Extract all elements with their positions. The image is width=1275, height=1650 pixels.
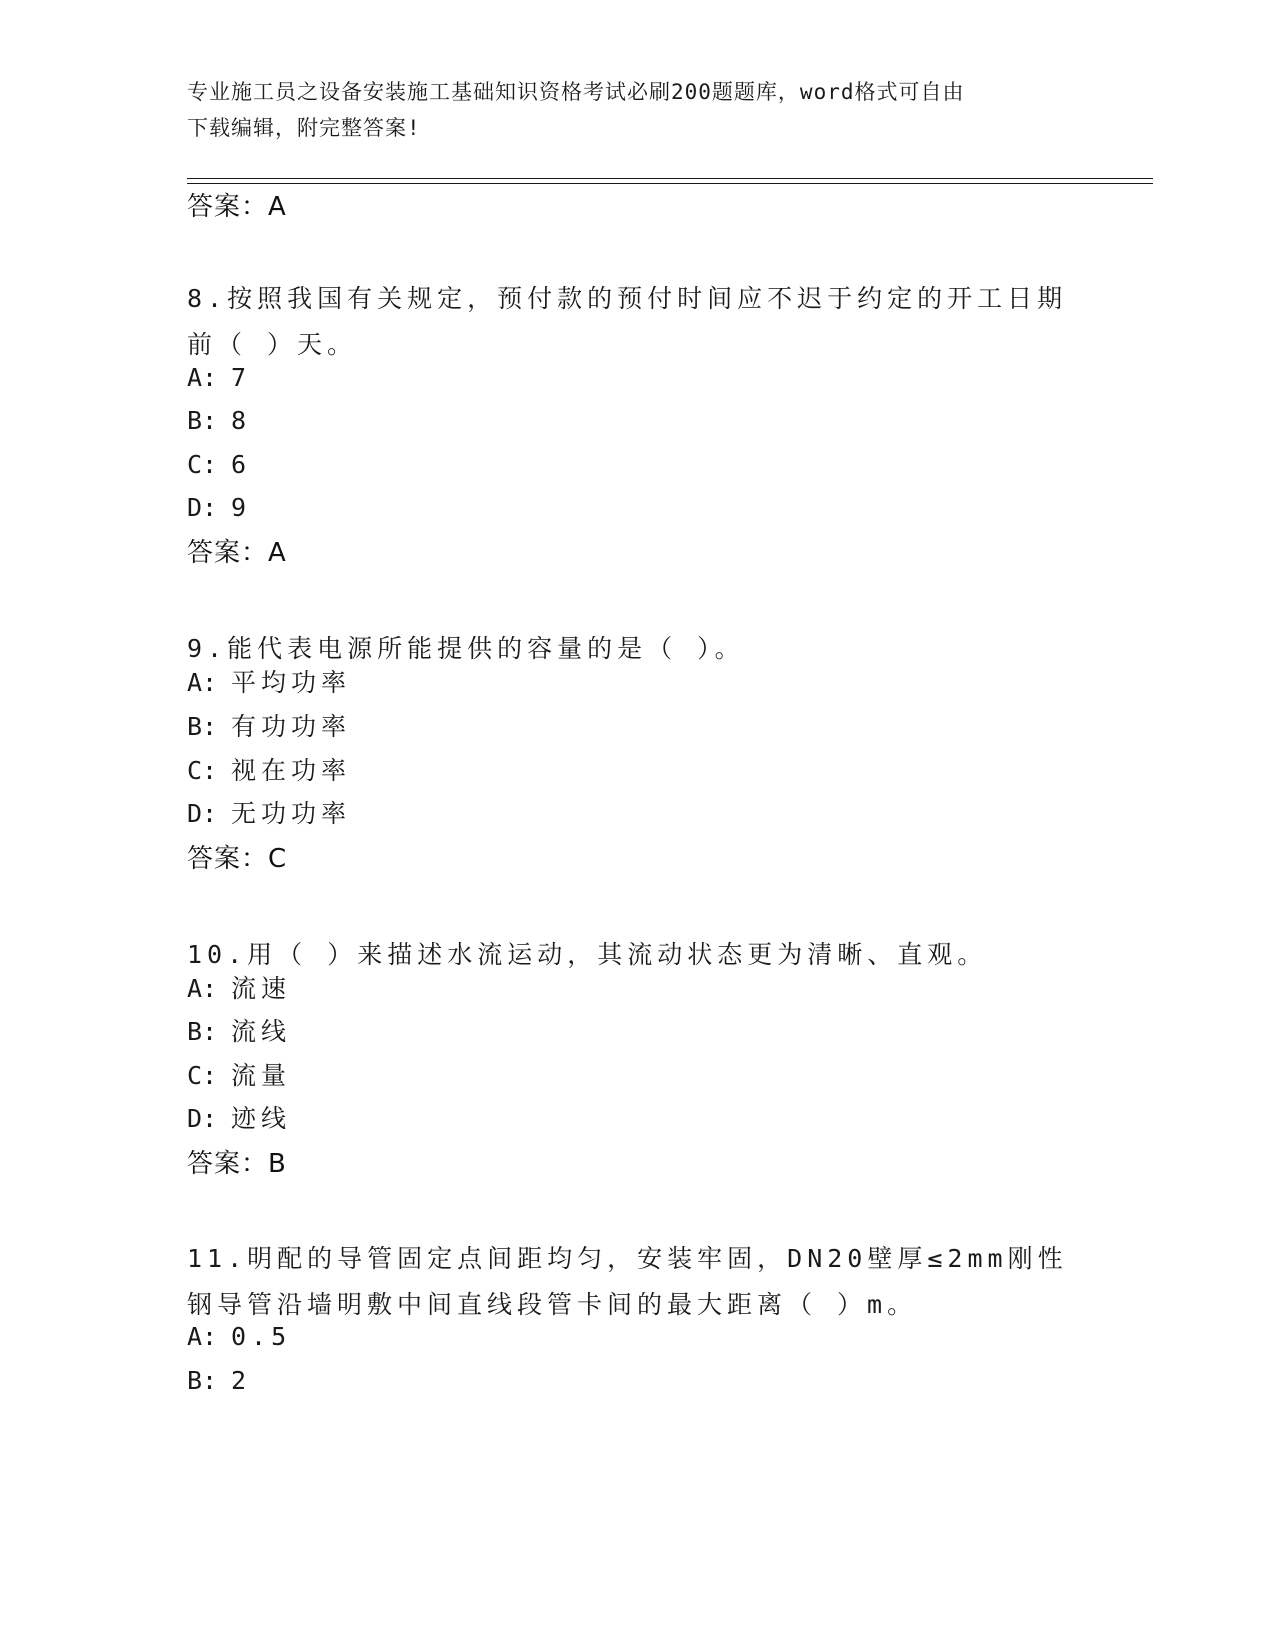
question-10-option-a (187, 974, 291, 1004)
option-key: C: (187, 756, 218, 785)
question-9-option-a (187, 668, 351, 698)
document-header (187, 74, 1067, 146)
question-9-option-c (187, 756, 351, 786)
option-text: 流速 (231, 974, 292, 1003)
header-line-1: 专业施工员之设备安装施工基础知识资格考试必刷200题题库，word格式可自由 (187, 80, 965, 104)
question-9-answer: 答案：C (187, 844, 288, 874)
option-key: A: (187, 668, 218, 697)
option-text: 2 (231, 1366, 252, 1395)
option-key: C: (187, 1061, 218, 1090)
question-8-option-d (187, 493, 251, 523)
question-10-option-d (187, 1104, 291, 1134)
question-10-option-c (187, 1061, 291, 1091)
question-10-answer: 答案：B (187, 1149, 287, 1179)
question-8-option-b (187, 406, 251, 436)
option-key: B: (187, 712, 218, 741)
option-text: 7 (231, 363, 252, 392)
option-key: A: (187, 363, 218, 392)
question-9-option-d (187, 799, 351, 829)
option-key: D: (187, 799, 218, 828)
header-line-2: 下载编辑，附完整答案! (187, 116, 421, 140)
question-8-text: 8.按照我国有关规定，预付款的预付时间应不迟于约定的开工日期前（ ）天。 (187, 284, 1068, 359)
option-text: 无功功率 (231, 799, 352, 828)
option-key: A: (187, 1322, 218, 1351)
option-key: B: (187, 1366, 218, 1395)
header-rule-bottom (187, 183, 1153, 184)
question-11-text: 11.明配的导管固定点间距均匀，安装牢固，DN20壁厚≤2mm刚性钢导管沿墙明敷中间直线段管卡间的最大距离（ ）m。 (187, 1244, 1068, 1319)
option-text: 有功功率 (231, 712, 352, 741)
option-key: A: (187, 974, 218, 1003)
answer-prev: 答案：A (187, 192, 287, 222)
question-9-option-b (187, 712, 351, 742)
option-text: 8 (231, 406, 252, 435)
question-10-text: 10.用（ ）来描述水流运动，其流动状态更为清晰、直观。 (187, 940, 988, 969)
option-text: 迹线 (231, 1104, 292, 1133)
option-text: 9 (231, 493, 252, 522)
question-11-option-b (187, 1366, 251, 1396)
question-11-option-a (187, 1322, 291, 1352)
option-text: 流量 (231, 1061, 292, 1090)
option-key: B: (187, 1017, 218, 1046)
option-text: 流线 (231, 1017, 292, 1046)
question-8-option-a (187, 363, 251, 393)
option-key: B: (187, 406, 218, 435)
question-8-answer: 答案：A (187, 538, 287, 568)
question-8-option-c (187, 450, 251, 480)
option-text: 视在功率 (231, 756, 352, 785)
option-key: D: (187, 493, 218, 522)
option-text: 0.5 (231, 1322, 292, 1351)
question-10-option-b (187, 1017, 291, 1047)
option-text: 平均功率 (231, 668, 352, 697)
option-text: 6 (231, 450, 252, 479)
option-key: D: (187, 1104, 218, 1133)
question-9-text: 9.能代表电源所能提供的容量的是（ ）。 (187, 634, 745, 663)
header-rule-top (187, 178, 1153, 179)
option-key: C: (187, 450, 218, 479)
